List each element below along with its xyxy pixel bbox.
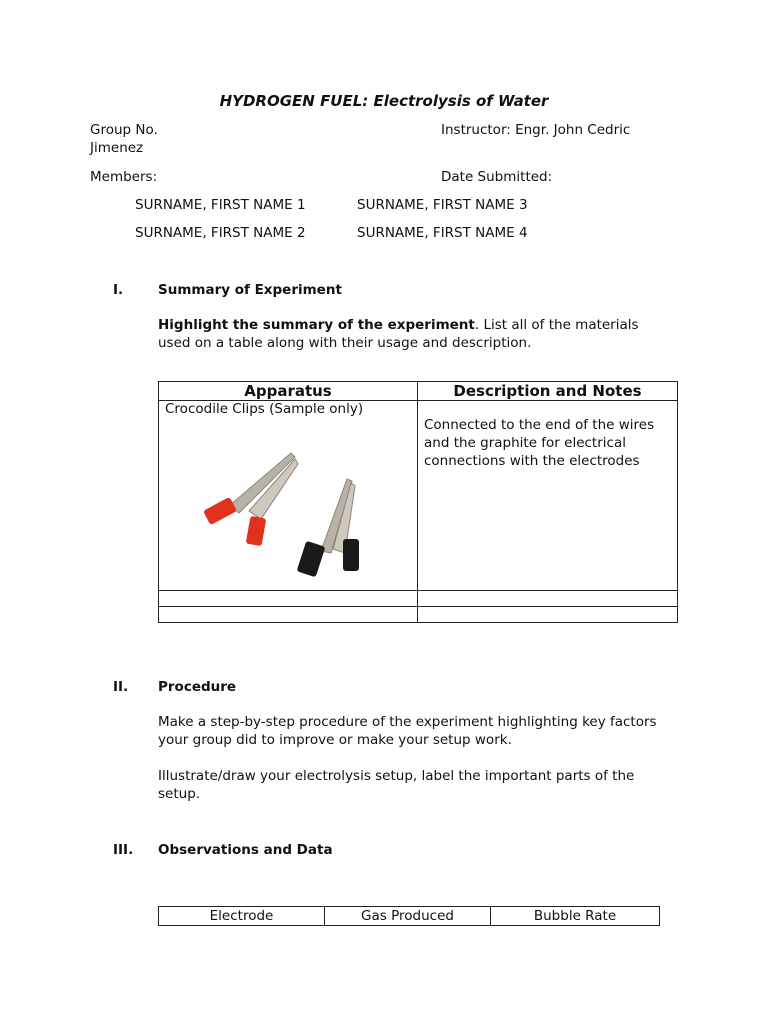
table-row	[159, 591, 678, 607]
apparatus-header: Apparatus	[159, 382, 418, 401]
section-3-title: Observations and Data	[158, 842, 333, 858]
electrode-header: Electrode	[159, 907, 325, 926]
date-submitted-label: Date Submitted:	[441, 169, 553, 185]
document-title: HYDROGEN FUEL: Electrolysis of Water	[219, 92, 549, 110]
black-crocodile-clip	[297, 479, 359, 577]
crocodile-clips-image	[199, 431, 379, 581]
description-cell	[418, 401, 678, 591]
empty-cell[interactable]	[159, 607, 418, 623]
observations-table	[158, 906, 660, 926]
description-text	[424, 416, 674, 470]
empty-cell[interactable]	[418, 591, 678, 607]
empty-cell[interactable]	[418, 607, 678, 623]
group-label: Group No.	[90, 122, 158, 138]
section-3-number: III.	[113, 842, 134, 858]
bubble-rate-header: Bubble Rate	[491, 907, 660, 926]
paragraph-line: Illustrate/draw your electrolysis setup, label the important parts of the	[158, 768, 635, 784]
section-1-bold-text: Highlight the summary of the experiment	[158, 317, 475, 333]
apparatus-table	[158, 381, 678, 623]
member-name-4: SURNAME, FIRST NAME 4	[357, 225, 528, 241]
section-2-number: II.	[113, 679, 129, 695]
apparatus-cell	[159, 401, 418, 591]
paragraph-line: setup.	[158, 786, 201, 802]
description-header: Description and Notes	[418, 382, 678, 401]
apparatus-name: Crocodile Clips (Sample only)	[165, 401, 364, 417]
section-1-text-rest: . List all of the materials	[474, 317, 639, 333]
empty-cell[interactable]	[159, 591, 418, 607]
red-crocodile-clip	[203, 453, 298, 546]
gas-produced-header: Gas Produced	[325, 907, 491, 926]
procedure-paragraph-1	[158, 713, 718, 749]
table-row	[159, 401, 678, 591]
member-name-1: SURNAME, FIRST NAME 1	[135, 197, 306, 213]
member-name-3: SURNAME, FIRST NAME 3	[357, 197, 528, 213]
paragraph-line: Make a step-by-step procedure of the experiment highlighting key factors	[158, 714, 657, 730]
description-line: and the graphite for electrical	[424, 435, 626, 451]
instructor-label: Instructor: Engr. John Cedric	[441, 122, 631, 138]
members-label: Members:	[90, 169, 158, 185]
section-1-text-line2: used on a table along with their usage and description.	[158, 335, 532, 351]
description-line: connections with the electrodes	[424, 453, 640, 469]
instructor-name-cont: Jimenez	[90, 140, 144, 156]
section-1-text	[158, 316, 698, 352]
procedure-paragraph-2	[158, 767, 718, 803]
table-header-row	[159, 382, 678, 401]
member-name-2: SURNAME, FIRST NAME 2	[135, 225, 306, 241]
description-line: Connected to the end of the wires	[424, 417, 655, 433]
section-2-title: Procedure	[158, 679, 237, 695]
table-header-row	[159, 907, 660, 926]
section-1-title: Summary of Experiment	[158, 282, 342, 298]
section-1-number: I.	[113, 282, 124, 298]
paragraph-line: your group did to improve or make your setup work.	[158, 732, 512, 748]
table-row	[159, 607, 678, 623]
